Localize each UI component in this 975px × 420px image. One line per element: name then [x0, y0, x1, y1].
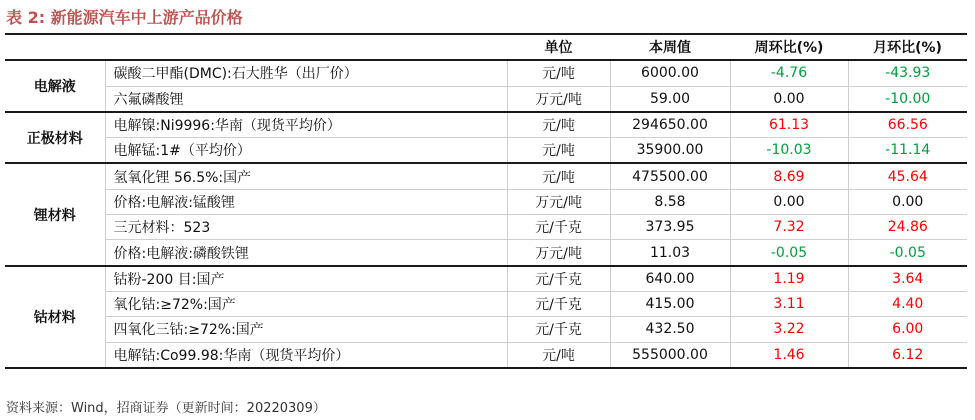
- value-cell: 432.50: [610, 317, 730, 342]
- table-row: [5, 342, 967, 368]
- header-item: [105, 34, 507, 60]
- wow-cell: -0.05: [730, 240, 848, 266]
- mom-cell: 4.40: [848, 291, 967, 316]
- unit-cell: 万元/吨: [507, 240, 610, 266]
- item-cell: 价格:电解液:锰酸锂: [105, 189, 507, 214]
- mom-cell: 6.12: [848, 342, 967, 368]
- source-note: 资料来源：Wind，招商证券（更新时间：20220309）: [6, 401, 326, 416]
- value-cell: 415.00: [610, 291, 730, 316]
- wow-cell: 8.69: [730, 163, 848, 189]
- mom-cell: -43.93: [848, 60, 967, 86]
- mom-cell: 66.56: [848, 112, 967, 138]
- wow-cell: 3.22: [730, 317, 848, 342]
- wow-cell: -10.03: [730, 138, 848, 164]
- item-cell: 电解锰:1#（平均价）: [105, 138, 507, 164]
- mom-cell: -10.00: [848, 86, 967, 112]
- unit-cell: 元/千克: [507, 215, 610, 240]
- unit-cell: 元/千克: [507, 317, 610, 342]
- wow-cell: -4.76: [730, 60, 848, 86]
- header-mom: 月环比(%): [848, 34, 967, 60]
- header-category: [5, 34, 105, 60]
- mom-cell: -0.05: [848, 240, 967, 266]
- item-cell: 四氧化三钴:≥72%:国产: [105, 317, 507, 342]
- wow-cell: 7.32: [730, 215, 848, 240]
- table-row: [5, 266, 967, 292]
- unit-cell: 元/千克: [507, 266, 610, 292]
- value-cell: 640.00: [610, 266, 730, 292]
- table-body: [5, 60, 967, 368]
- mom-cell: 3.64: [848, 266, 967, 292]
- wow-cell: 61.13: [730, 112, 848, 138]
- mom-cell: 0.00: [848, 189, 967, 214]
- wow-cell: 1.19: [730, 266, 848, 292]
- unit-cell: 元/吨: [507, 112, 610, 138]
- mom-cell: 24.86: [848, 215, 967, 240]
- wow-cell: 0.00: [730, 86, 848, 112]
- unit-cell: 元/吨: [507, 138, 610, 164]
- unit-cell: 元/千克: [507, 291, 610, 316]
- category-cell: 电解液: [5, 60, 105, 112]
- wow-cell: 3.11: [730, 291, 848, 316]
- value-cell: 11.03: [610, 240, 730, 266]
- mom-cell: 45.64: [848, 163, 967, 189]
- value-cell: 8.58: [610, 189, 730, 214]
- table-row: [5, 240, 967, 266]
- table-row: [5, 60, 967, 86]
- table-row: [5, 86, 967, 112]
- wow-cell: 0.00: [730, 189, 848, 214]
- header-value: 本周值: [610, 34, 730, 60]
- table-row: [5, 189, 967, 214]
- item-cell: 氢氧化锂 56.5%:国产: [105, 163, 507, 189]
- item-cell: 电解钴:Co99.98:华南（现货平均价）: [105, 342, 507, 368]
- value-cell: 555000.00: [610, 342, 730, 368]
- category-cell: 钴材料: [5, 266, 105, 368]
- value-cell: 373.95: [610, 215, 730, 240]
- header-unit: 单位: [507, 34, 610, 60]
- item-cell: 六氟磷酸锂: [105, 86, 507, 112]
- category-cell: 锂材料: [5, 163, 105, 265]
- unit-cell: 万元/吨: [507, 86, 610, 112]
- value-cell: 475500.00: [610, 163, 730, 189]
- item-cell: 电解镍:Ni9996:华南（现货平均价）: [105, 112, 507, 138]
- table-row: [5, 138, 967, 164]
- unit-cell: 万元/吨: [507, 189, 610, 214]
- item-cell: 氧化钴:≥72%:国产: [105, 291, 507, 316]
- table-row: [5, 215, 967, 240]
- value-cell: 294650.00: [610, 112, 730, 138]
- mom-cell: 6.00: [848, 317, 967, 342]
- value-cell: 59.00: [610, 86, 730, 112]
- item-cell: 三元材料：523: [105, 215, 507, 240]
- value-cell: 6000.00: [610, 60, 730, 86]
- category-cell: 正极材料: [5, 112, 105, 164]
- mom-cell: -11.14: [848, 138, 967, 164]
- table-row: [5, 112, 967, 138]
- table-row: [5, 291, 967, 316]
- wow-cell: 1.46: [730, 342, 848, 368]
- header-wow: 周环比(%): [730, 34, 848, 60]
- unit-cell: 元/吨: [507, 60, 610, 86]
- header-row: [5, 34, 967, 60]
- unit-cell: 元/吨: [507, 163, 610, 189]
- item-cell: 价格:电解液:磷酸铁锂: [105, 240, 507, 266]
- table-row: [5, 317, 967, 342]
- price-table: [5, 33, 967, 369]
- item-cell: 碳酸二甲酯(DMC):石大胜华（出厂价）: [105, 60, 507, 86]
- item-cell: 钴粉-200 目:国产: [105, 266, 507, 292]
- unit-cell: 元/吨: [507, 342, 610, 368]
- table-row: [5, 163, 967, 189]
- table-title: 表 2: 新能源汽车中上游产品价格: [6, 8, 243, 27]
- value-cell: 35900.00: [610, 138, 730, 164]
